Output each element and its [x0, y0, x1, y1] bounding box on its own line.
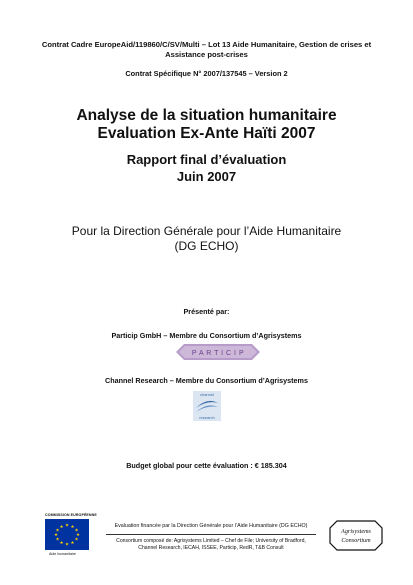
title-line2: Evaluation Ex-Ante Haïti 2007 — [97, 125, 316, 142]
contract-header-line1: Contrat Cadre EuropeAid/119860/C/SV/Multi – Lot 13 Aide Humanitaire, Gestion de crises et Assistance post-crises — [41, 40, 372, 59]
eu-commission-caption: COMMISSION EUROPÉENNE — [45, 513, 97, 517]
svg-text:★: ★ — [74, 537, 79, 543]
eu-flag-logo — [45, 519, 89, 550]
svg-text:★: ★ — [75, 533, 81, 538]
partner-channel-research: Channel Research – Membre du Consortium d’Agrisystems — [105, 376, 308, 385]
agri-logo-line1: Agrisystems — [341, 528, 371, 535]
footer-consortium-line2: Channel Research, IECAH, ISSEE, Particip, RedR, T&B Consult — [138, 544, 284, 551]
eu-humanitarian-aid-caption: Aide humanitaire — [49, 552, 76, 556]
particip-logo-text: P A R T I C I P — [191, 350, 245, 357]
budget-line: Budget global pour cette évaluation : € 185.304 — [126, 461, 287, 470]
svg-text:★: ★ — [64, 523, 70, 529]
svg-text:★: ★ — [53, 533, 59, 538]
footer-divider — [106, 534, 316, 535]
for-line2: (DG ECHO) — [174, 239, 239, 253]
svg-text:★: ★ — [74, 528, 79, 534]
svg-text:★: ★ — [59, 541, 64, 546]
channel-research-logo — [193, 391, 221, 421]
agri-logo-line2: Consortium — [341, 537, 371, 544]
presented-by-label: Présenté par: — [183, 307, 230, 316]
svg-text:★: ★ — [70, 525, 75, 530]
subtitle-line2: Juin 2007 — [176, 169, 237, 184]
svg-text:★: ★ — [55, 537, 60, 543]
svg-text:★: ★ — [59, 525, 64, 530]
footer-consortium-text — [106, 538, 316, 551]
title-line1: Analyse de la situation humanitaire — [76, 107, 337, 124]
agrisystems-consortium-logo — [329, 520, 383, 551]
channel-logo-bottom: research — [199, 415, 215, 420]
svg-text:★: ★ — [70, 541, 75, 546]
for-line1: Pour la Direction Générale pour l’Aide Humanitaire — [71, 224, 342, 238]
svg-text:★: ★ — [55, 528, 60, 534]
channel-logo-top: channel — [199, 392, 215, 397]
footer-consortium-line1: Consortium composé de: Agrisystems Limited – Chef de File; University of Bradford, — [116, 538, 306, 544]
subtitle-line1: Rapport final d’évaluation — [126, 152, 287, 167]
partner-particip: Particip GmbH – Membre du Consortium d’Agrisystems — [111, 331, 302, 340]
footer-funding-line: Evaluation financée par la Direction Générale pour l’Aide Humanitaire (DG ECHO) — [114, 523, 308, 529]
contract-header-line2: Contrat Spécifique N° 2007/137545 – Version 2 — [125, 69, 288, 78]
particip-logo — [176, 344, 260, 360]
svg-text:★: ★ — [64, 542, 70, 548]
